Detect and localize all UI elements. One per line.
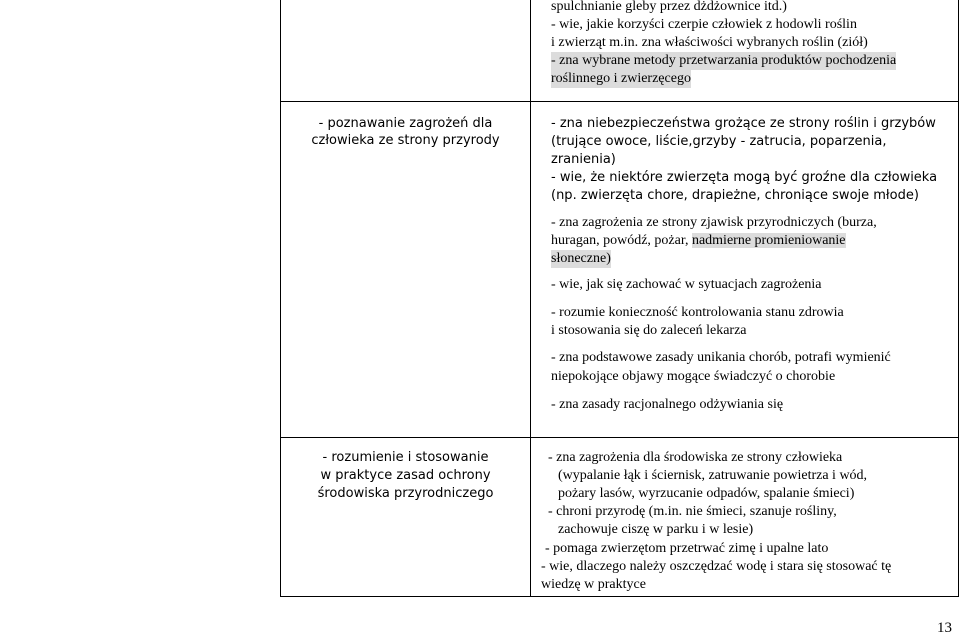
text-line: - rozumienie i stosowanie [322,450,489,465]
text-line: - wie, że niektóre zwierzęta mogą być groźne dla człowieka [551,170,938,185]
text-line: spulchnianie gleby przez dżdżownice itd.) [551,0,787,14]
text-line: - wie, jakie korzyści czerpie człowiek z hodowli roślin [551,17,857,32]
text-line: niepokojące objawy mogące świadczyć o chorobie [551,369,836,384]
text-line: - poznawanie zagrożeń dla [318,116,493,131]
text-segment: huragan, powódź, pożar, [551,233,692,248]
text-line: - zna zasady racjonalnego odżywiania się [551,397,784,412]
text-line: środowiska przyrodniczego [317,486,494,501]
text-line: słoneczne) [551,251,611,266]
text-line: zranienia) [551,152,616,167]
text-line: - zna zagrożenia dla środowiska ze strony człowieka [548,450,843,465]
text-line: i zwierząt m.in. zna właściwości wybranych roślin (ziół) [551,35,868,50]
row-divider-2 [280,437,959,438]
page-number: 13 [937,620,952,636]
text-line: człowieka ze strony przyrody [311,133,500,148]
text-line: - chroni przyrodę (m.in. nie śmieci, szanuje rośliny, [548,504,837,519]
text-line: - zna zagrożenia ze strony zjawisk przyrodniczych (burza, [551,215,877,230]
table-column-divider [530,0,531,597]
text-line: - zna wybrane metody przetwarzania produktów pochodzenia [551,53,897,68]
table-border-left [280,0,281,597]
text-line: w praktyce zasad ochrony [320,468,491,483]
row-divider-1 [280,101,959,102]
text-line [551,232,846,250]
text-line: pożary lasów, wyrzucanie odpadów, spalanie śmieci) [558,486,855,501]
text-line: i stosowania się do zaleceń lekarza [551,323,747,338]
text-line: (wypalanie łąk i ściernisk, zatruwanie powietrza i wód, [558,468,868,483]
text-line: - wie, dlaczego należy oszczędzać wodę i stara się stosować tę [541,559,892,574]
text-line: - zna podstawowe zasady unikania chorób, potrafi wymienić [551,350,891,365]
text-line: (np. zwierzęta chore, drapieżne, chroniące swoje młode) [551,188,919,203]
text-line: roślinnego i zwierzęcego [551,71,691,86]
text-line: - wie, jak się zachować w sytuacjach zagrożenia [551,277,822,292]
text-line: - pomaga zwierzętom przetrwać zimę i upalne lato [545,541,829,556]
text-line: zachowuje ciszę w parku i w lesie) [558,522,754,537]
text-line: (trujące owoce, liście,grzyby - zatrucia, poparzenia, [551,134,887,149]
text-line: - rozumie konieczność kontrolowania stanu zdrowia [551,305,844,320]
highlighted-text: nadmierne promieniowanie [691,233,846,248]
table-border-right [958,0,959,597]
text-line: wiedzę w praktyce [541,577,646,592]
table-border-bottom [280,596,959,597]
text-line: - zna niebezpieczeństwa grożące ze strony roślin i grzybów [551,116,936,131]
